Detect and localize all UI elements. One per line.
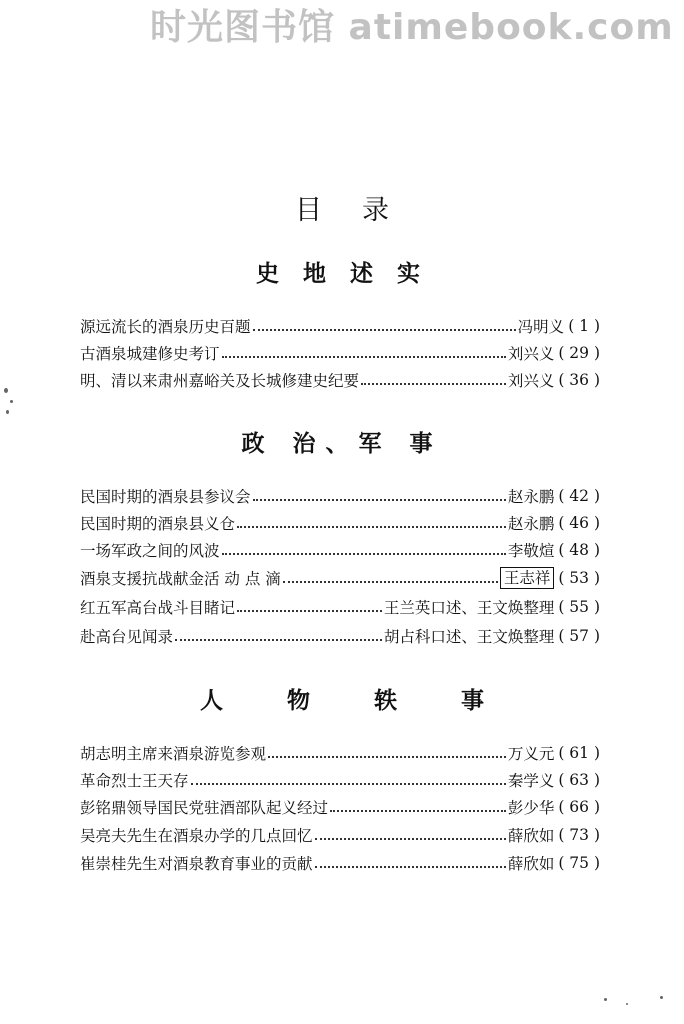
page-title: 目录 (295, 195, 429, 226)
entry-title: 源远流长的酒泉历史百题 (80, 318, 251, 336)
entry-author: 赵永鹏 (507, 488, 555, 506)
entry-page: ( 55 ) (558, 598, 600, 616)
entry-author: 薛欣如 (507, 855, 555, 873)
scan-speck (660, 996, 663, 999)
entry-page: ( 63 ) (558, 771, 600, 789)
dot-leader (237, 526, 506, 528)
entry-title: 一场军政之间的风波 (80, 542, 220, 560)
dot-leader (315, 838, 506, 840)
dot-leader (175, 639, 382, 641)
entry-author: 赵永鹏 (507, 515, 555, 533)
entry-page: ( 66 ) (558, 798, 600, 816)
dot-leader (361, 383, 506, 385)
toc-entry[interactable] (80, 768, 600, 792)
entry-page: ( 42 ) (558, 487, 600, 505)
entry-page: ( 29 ) (558, 344, 600, 362)
entry-author: 王兰英口述、王文焕整理 (383, 599, 555, 617)
entry-title: 赴高台见闻录 (80, 628, 174, 646)
entry-author: 万义元 (507, 745, 555, 763)
toc-entry[interactable] (80, 484, 600, 508)
entry-page: ( 36 ) (558, 371, 600, 389)
entry-page: ( 73 ) (558, 826, 600, 844)
scan-speck (6, 410, 9, 414)
entry-author: 刘兴义 (507, 372, 555, 390)
entry-page: ( 48 ) (558, 541, 600, 559)
entry-title: 吴亮夫先生在酒泉办学的几点回忆 (80, 827, 313, 845)
toc-entry[interactable] (80, 368, 600, 392)
entry-page: ( 53 ) (558, 569, 600, 587)
watermark-text: 时光图书馆 atimebook.com (150, 7, 674, 48)
scan-speck (626, 1003, 628, 1005)
toc-entry[interactable] (80, 341, 600, 365)
dot-leader (315, 866, 506, 868)
entry-page: ( 61 ) (558, 744, 600, 762)
entry-page: ( 57 ) (558, 627, 600, 645)
dot-leader (253, 499, 506, 501)
toc-entry[interactable] (80, 538, 600, 562)
entry-title: 胡志明主席来酒泉游览参观 (80, 745, 267, 763)
dot-leader (253, 329, 516, 331)
toc-entry[interactable] (80, 595, 600, 619)
toc-entry[interactable] (80, 624, 600, 648)
dot-leader (283, 581, 498, 583)
dot-leader (222, 553, 506, 555)
entry-author: 彭少华 (507, 799, 555, 817)
scan-speck (4, 388, 8, 393)
entry-author-boxed: 王志祥 (500, 567, 555, 589)
entry-author: 薛欣如 (507, 827, 555, 845)
dot-leader (237, 610, 382, 612)
toc-entry[interactable] (80, 511, 600, 535)
entry-title: 革命烈士王天存 (80, 772, 189, 790)
entry-title: 民国时期的酒泉县参议会 (80, 488, 251, 506)
dot-leader (222, 356, 506, 358)
entry-title: 红五军高台战斗目睹记 (80, 599, 236, 617)
scan-speck (604, 998, 607, 1001)
entry-title: 酒泉支援抗战献金活 动 点 滴 (80, 570, 281, 588)
entry-author: 刘兴义 (507, 345, 555, 363)
entry-author: 李敬煊 (507, 542, 555, 560)
toc-entry[interactable] (80, 314, 600, 338)
entry-page: ( 46 ) (558, 514, 600, 532)
entry-author: 秦学义 (507, 772, 555, 790)
toc-entry[interactable] (80, 566, 600, 590)
dot-leader (268, 756, 506, 758)
section-heading-history: 史 地 述 实 (255, 261, 429, 287)
toc-entry[interactable] (80, 741, 600, 765)
entry-title: 彭铭鼎领导国民党驻酒部队起义经过 (80, 799, 329, 817)
entry-title: 民国时期的酒泉县义仓 (80, 515, 236, 533)
entry-page: ( 1 ) (568, 317, 600, 335)
entry-page: ( 75 ) (558, 854, 600, 872)
scan-speck (10, 400, 13, 403)
dot-leader (330, 810, 506, 812)
dot-leader (191, 783, 506, 785)
toc-entry[interactable] (80, 851, 600, 875)
section-heading-politics-military: 政 治、军 事 (241, 431, 443, 457)
entry-title: 明、清以来肃州嘉峪关及长城修建史纪要 (80, 372, 360, 390)
toc-entry[interactable] (80, 823, 600, 847)
section-heading-people-anecdotes: 人 物 轶 事 (199, 688, 513, 714)
entry-author: 胡占科口述、王文焕整理 (383, 628, 555, 646)
entry-title: 崔崇桂先生对酒泉教育事业的贡献 (80, 855, 313, 873)
entry-title: 古酒泉城建修史考订 (80, 345, 220, 363)
toc-entry[interactable] (80, 795, 600, 819)
entry-author: 冯明义 (517, 318, 565, 336)
